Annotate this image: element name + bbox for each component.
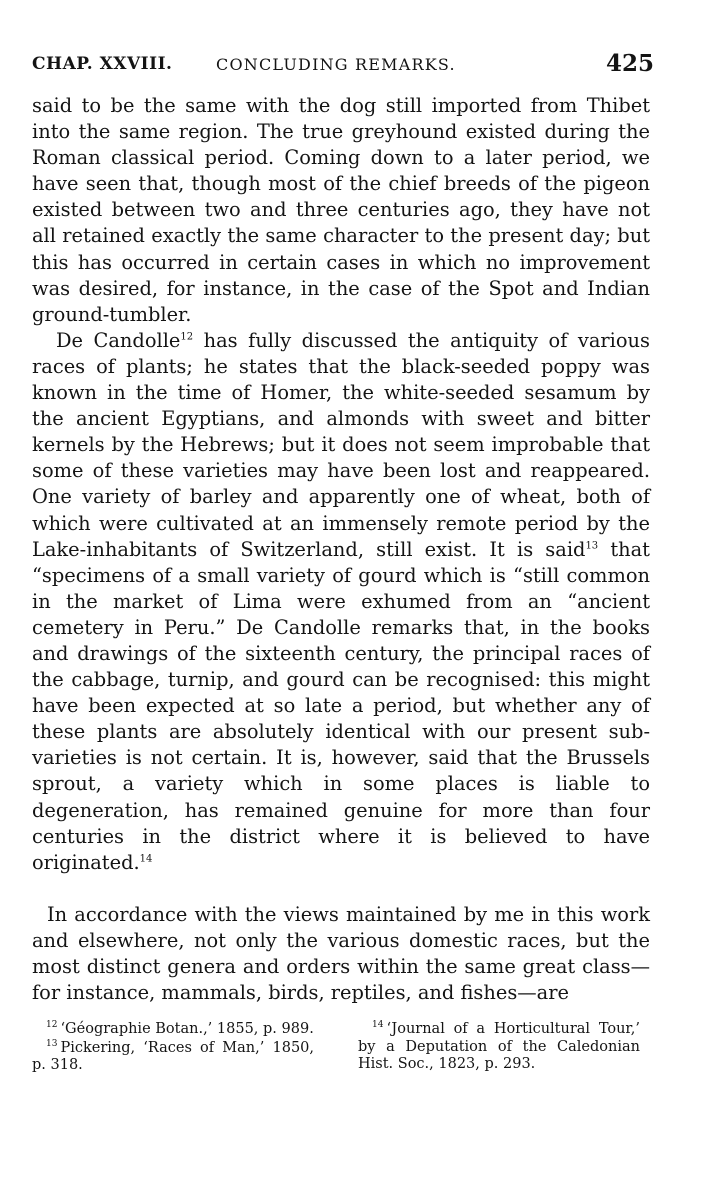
text-segment: De Candolle: [56, 328, 181, 352]
footnote-text: ‘Géographie Botan.,’ 1855, p. 989.: [60, 1021, 314, 1037]
paragraph: said to be the same with the dog still imported from Thibet into the same region. The true greyhound existed during the Roman classical period. Coming down to a later period, we have seen that, though most of the chief breeds of the pigeon existed between two and three centuries ago, they have not all retained exactly the same character to the present day; but this has occurred in certain cases in which no improvement was desired, for instance, in the case of the Spot and Indian ground-tumbler.: [32, 94, 650, 326]
footnote-ref[interactable]: 13: [585, 540, 599, 552]
footnote-text: Pickering, ‘Races of Man,’ 1850, p. 318.: [32, 1039, 314, 1073]
footnote: [32, 1040, 314, 1075]
footnote-ref[interactable]: 12: [180, 331, 194, 343]
footnote-number: 12: [46, 1020, 58, 1031]
chapter-label: CHAP. XXVIII.: [32, 54, 173, 74]
text-segment: that “specimens of a small variety of gourd which is “still common in the market of Lima were exhumed from an “ancient cemetery in Peru.” De Candolle remarks that, in the books and drawings of the sixteenth century, the principal races of the cabbage, turnip, and gourd can be recognised: this might have been expected at so late a period, but whether any of these plants are absolutely identical with our present sub-varieties is not certain. It is, however, said that the Brussels sprout, a variety which in some places is liable to degeneration, has remained genuine for more than four centuries in the district where it is believed to have originated.: [32, 537, 650, 874]
footnote-number: 14: [372, 1020, 384, 1031]
footnotes: [32, 1021, 650, 1111]
paragraph: In accordance with the views maintained by me in this work and elsewhere, not only the various domestic races, but the most distinct genera and orders within the same great class—for instance, mammals, birds, reptiles, and fishes—are: [32, 902, 650, 1005]
paragraph: [32, 328, 650, 876]
footnote: [32, 1021, 314, 1039]
footnote: [358, 1021, 640, 1074]
footnote-text: ‘Journal of a Horticultural Tour,’ by a Deputation of the Caledonian Hist. Soc., 1823, p. 293.: [358, 1021, 640, 1072]
footnote-ref[interactable]: 14: [139, 853, 153, 865]
running-title: CONCLUDING REMARKS.: [216, 55, 456, 74]
running-head: [32, 50, 654, 80]
page-number: 425: [605, 50, 654, 77]
body-text: [32, 93, 650, 1006]
text-segment: has fully discussed the antiquity of various races of plants; he states that the black-seeded poppy was known in the time of Homer, the white-seeded sesamum by the ancient Egyptians, and almonds with sweet and bitter kernels by the Hebrews; but it does not seem improbable that some of these varieties may have been lost and reappeared. One variety of barley and apparently one of wheat, both of which were cultivated at an immensely remote period by the Lake-inhabitants of Switzerland, still exist. It is said: [32, 328, 650, 561]
footnote-column-left: [32, 1021, 314, 1075]
footnote-column-right: [358, 1021, 640, 1074]
footnote-number: 13: [46, 1038, 58, 1049]
